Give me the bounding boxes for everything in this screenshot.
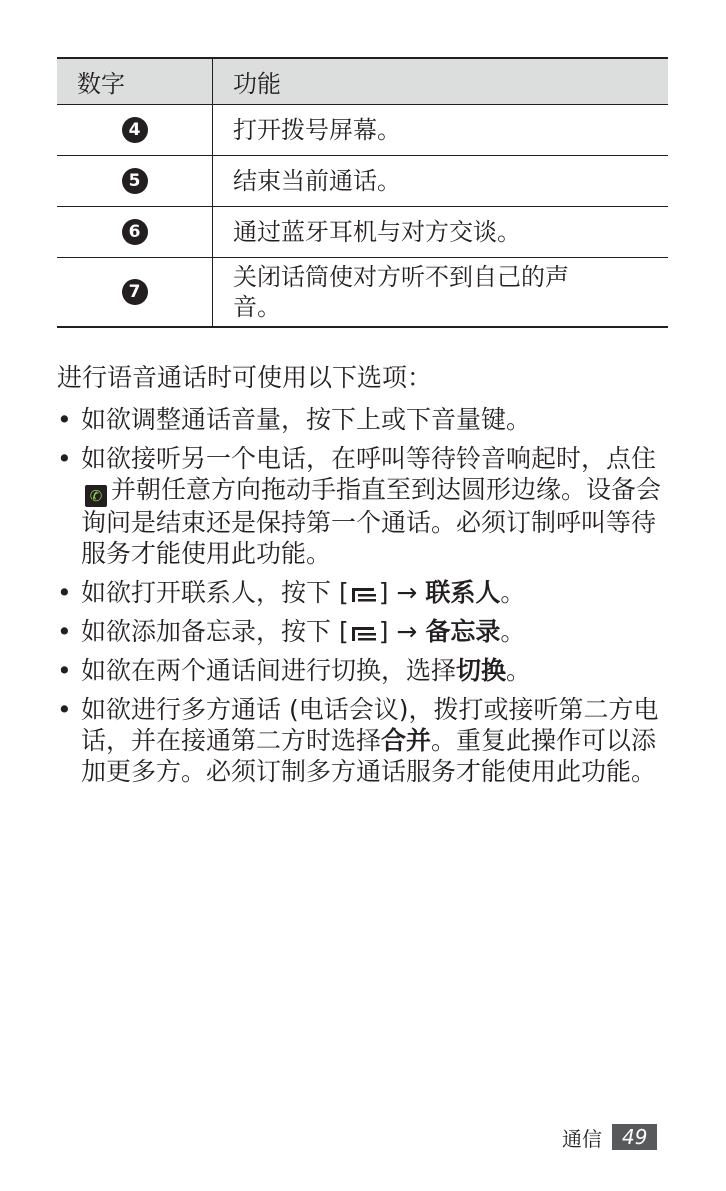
phone-icon: ✆ [85, 485, 107, 507]
page-number: 49 [612, 1124, 657, 1150]
function-text: 打开拨号屏幕。 [213, 105, 669, 156]
function-text: 通过蓝牙耳机与对方交谈。 [213, 207, 669, 258]
list-item: • 如欲进行多方通话 (电话会议)，拨打或接听第二方电话，并在接通第二方时选择合并。重复此操作可以添加更多方。必须订制多方通话服务才能使用此功能。 [57, 694, 677, 787]
header-function: 功能 [213, 58, 669, 105]
options-intro: 进行语音通话时可使用以下选项： [57, 363, 433, 392]
list-item: • 如欲在两个通话间进行切换，选择切换。 [57, 655, 677, 686]
list-item: • 如欲添加备忘录，按下 [ ] → 备忘录。 [57, 616, 677, 647]
section-label: 通信 [562, 1126, 602, 1151]
list-item: • 如欲接听另一个电话，在呼叫等待铃音响起时，点住✆ 并朝任意方向拖动手指直至到达圆形边缘。设备会询问是结束还是保持第一个通话。必须订制呼叫等待服务才能使用此功能。 [57, 443, 677, 569]
menu-key-icon [350, 624, 378, 642]
menu-key-icon [350, 585, 378, 603]
page-footer [562, 1123, 657, 1151]
list-item: • 如欲打开联系人，按下 [ ] → 联系人。 [57, 577, 677, 608]
number-badge: 4 [122, 117, 148, 143]
table-row [57, 258, 668, 328]
function-table [57, 57, 668, 328]
function-text: 关闭话筒使对方听不到自己的声音。 [213, 258, 669, 328]
number-badge: 6 [122, 219, 148, 245]
options-list [57, 404, 677, 795]
table-row [57, 105, 668, 156]
table-row [57, 156, 668, 207]
number-badge: 7 [122, 279, 148, 305]
table-row [57, 207, 668, 258]
function-text: 结束当前通话。 [213, 156, 669, 207]
header-number: 数字 [57, 58, 213, 105]
number-badge: 5 [122, 168, 148, 194]
list-item: • 如欲调整通话音量，按下上或下音量键。 [57, 404, 677, 435]
